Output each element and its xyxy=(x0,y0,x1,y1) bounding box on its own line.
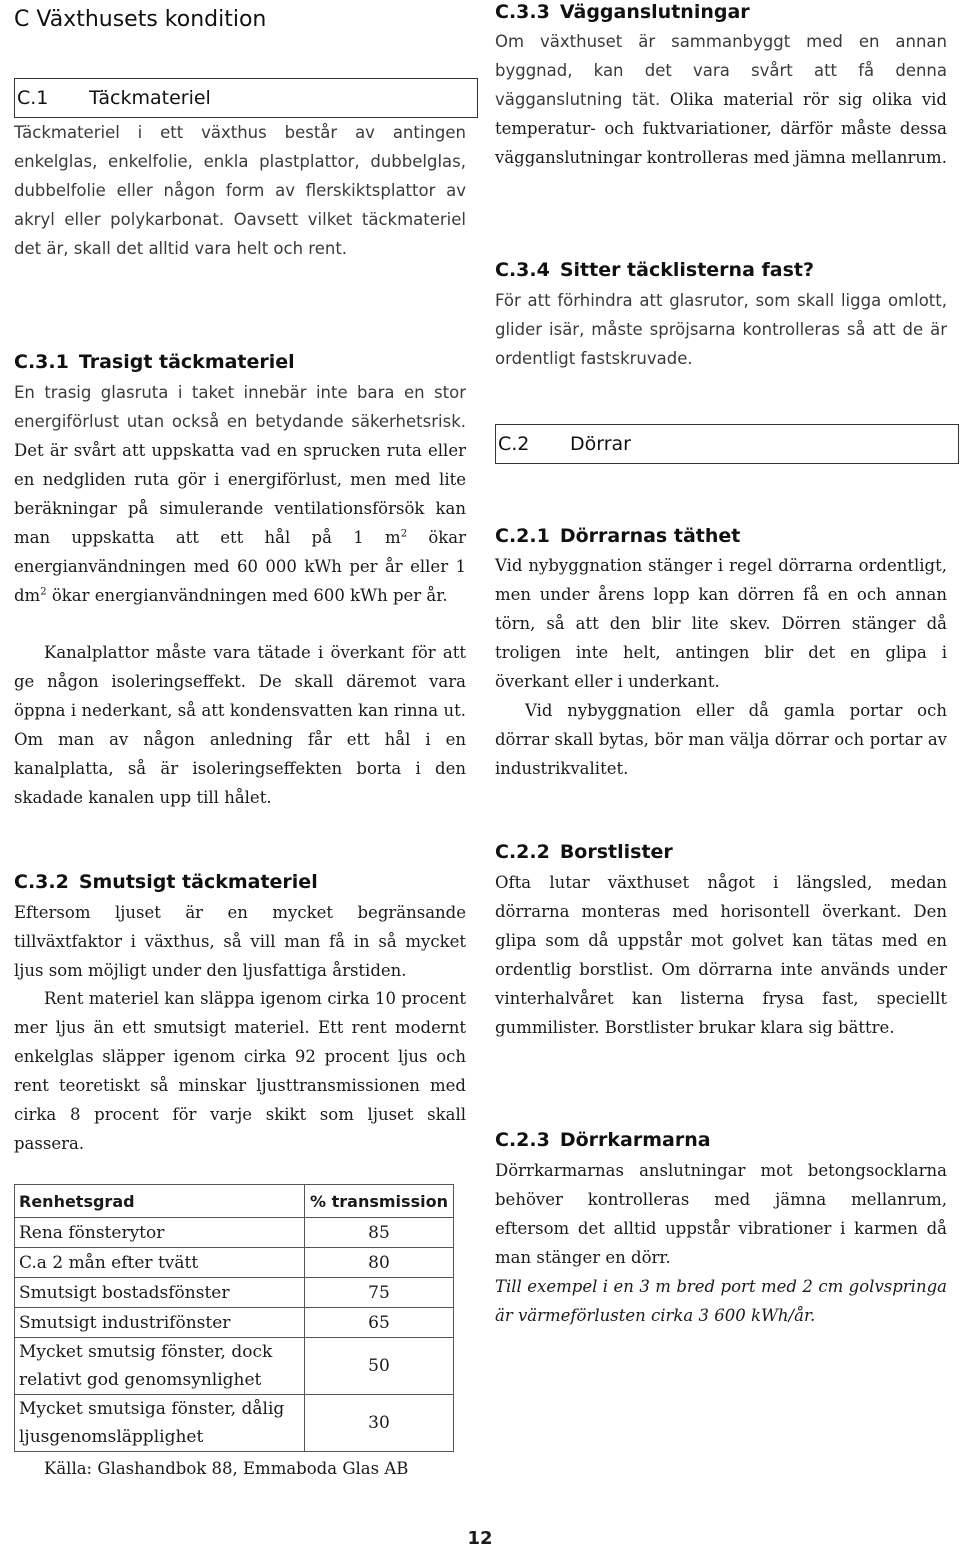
section-heading-c2 xyxy=(495,424,959,464)
section-title: Dörrar xyxy=(570,433,631,455)
section-title: Borstlister xyxy=(559,841,673,863)
section-number: C.3.1 xyxy=(14,351,69,373)
section-title: Täckmateriel xyxy=(89,87,211,109)
table-cell: 75 xyxy=(305,1278,454,1308)
section-number: C.3.3 xyxy=(495,1,550,23)
c31-body xyxy=(14,378,466,610)
c34-body: För att förhindra att glasrutor, som skall ligga omlott, glider isär, måste spröjsarna kontrolleras så att de är ordentligt fastskruvade. xyxy=(495,291,947,368)
transmission-table xyxy=(14,1184,454,1452)
table-row xyxy=(15,1248,454,1278)
c31-body-c: ökar energianvändningen med 600 kWh per år. xyxy=(46,586,448,605)
section-title: Trasigt täckmateriel xyxy=(78,351,295,373)
section-heading-c22 xyxy=(495,838,673,866)
table-row xyxy=(15,1308,454,1338)
section-number: C.3.2 xyxy=(14,871,69,893)
table-cell: 65 xyxy=(305,1308,454,1338)
superscript: 2 xyxy=(400,528,408,540)
c31-body-b: ökar energianvändningen med 60 000 kWh per år eller 1 dm xyxy=(14,528,467,605)
table-header-row xyxy=(15,1185,454,1218)
table-cell: Rena fönsterytor xyxy=(15,1218,305,1248)
section-heading-c32 xyxy=(14,868,318,896)
c22-body: Ofta lutar växthuset något i längsled, medan dörrarna monteras med horisontell överkant. Den glipa som då uppstår mot golvet kan tätas med en ordentlig borstlist. Om dörrarna inte används under vinterhalvåret kan listerna frysa fast, speciellt gummilister. Borstlister brukar klara sig bättre. xyxy=(495,873,947,1037)
section-title: Dörrarnas täthet xyxy=(559,525,741,547)
superscript: 2 xyxy=(40,586,47,598)
c21-body1: Vid nybyggnation stänger i regel dörrarna ordentligt, men under årens lopp kan dörren få en och annan törn, så att den blir lite skev. Dörren stänger då troligen inte helt, antingen blir det en glipa i överkant eller i underkant. xyxy=(495,556,947,691)
table-row xyxy=(15,1278,454,1308)
c33-body xyxy=(495,27,947,172)
table-source: Källa: Glashandbok 88, Emmaboda Glas AB xyxy=(44,1459,409,1478)
section-heading-c23 xyxy=(495,1126,711,1154)
section-heading-c1 xyxy=(14,78,478,118)
c33-body-text: Olika material rör sig olika vid temperatur- och fuktvariationer, därför måste dessa vägganslutningar kontrolleras med jämna mellanrum. xyxy=(495,90,947,167)
c21-body2: Vid nybyggnation eller då gamla portar och dörrar skall bytas, bör man välja dörrar och portar av industrikvalitet. xyxy=(495,701,947,778)
section-heading-c33 xyxy=(495,0,750,26)
c23-example: Till exempel i en 3 m bred port med 2 cm golvspringa är värmeförlusten cirka 3 600 kWh/år. xyxy=(495,1277,947,1325)
table-cell: 50 xyxy=(305,1338,454,1395)
page-number: 12 xyxy=(467,1528,493,1549)
section-number: C.2.1 xyxy=(495,525,550,547)
section-title: Vägganslutningar xyxy=(559,1,750,23)
table-row xyxy=(15,1395,454,1452)
table-row xyxy=(15,1218,454,1248)
c32-body2: Rent materiel kan släppa igenom cirka 10 procent mer ljus än ett smutsigt materiel. Ett rent modernt enkelglas släpper igenom cirka 92 procent ljus och rent teoretiskt så minskar ljusttransmissionen med cirka 8 procent för varje skikt som ljuset skall passera. xyxy=(14,989,466,1153)
table-cell: C.a 2 mån efter tvätt xyxy=(15,1248,305,1278)
c31-intro: En trasig glasruta i taket innebär inte bara en stor energiförlust utan också en betydande säkerhetsrisk. xyxy=(14,383,466,431)
table-cell: 80 xyxy=(305,1248,454,1278)
c32-body1: Eftersom ljuset är en mycket begränsande tillväxtfaktor i växthus, så vill man få in så mycket ljus som möjligt under den ljusfattiga årstiden. xyxy=(14,903,466,980)
section-title: Smutsigt täckmateriel xyxy=(78,871,318,893)
column-header: % transmission xyxy=(305,1185,454,1218)
table-cell: Smutsigt industrifönster xyxy=(15,1308,305,1338)
section-number: C.2.3 xyxy=(495,1129,550,1151)
section-title: Dörrkarmarna xyxy=(559,1129,711,1151)
table-row xyxy=(15,1338,454,1395)
table-cell: 85 xyxy=(305,1218,454,1248)
c23-body: Dörrkarmarnas anslutningar mot betongsocklarna behöver kontrolleras med jämna mellanrum, eftersom det alltid uppstår vibrationer i karmen då man stänger en dörr. xyxy=(495,1161,947,1267)
section-heading-c21 xyxy=(495,522,740,550)
section-number: C.2.2 xyxy=(495,841,550,863)
c33-intro: Om växthuset är sammanbyggt med en annan byggnad, kan det vara svårt att få denna vägganslutning tät. xyxy=(495,32,947,109)
section-title: Sitter täcklisterna fast? xyxy=(559,259,814,281)
section-heading-c34 xyxy=(495,256,814,284)
table-cell: Mycket smutsig fönster, dock relativt god genomsynlighet xyxy=(15,1338,305,1395)
table-cell: 30 xyxy=(305,1395,454,1452)
c31-body2: Kanalplattor måste vara tätade i överkant för att ge någon isoleringseffekt. De skall däremot vara öppna i nederkant, så att kondensvatten kan rinna ut. Om man av någon anledning får ett hål i en kanalplatta, så är isoleringseffekten borta i den skadade kanalen upp till hålet. xyxy=(14,643,466,807)
section-number: C.1 xyxy=(17,87,49,109)
table-cell: Mycket smutsiga fönster, dålig ljusgenomsläpplighet xyxy=(15,1395,305,1452)
column-header: Renhetsgrad xyxy=(15,1185,305,1218)
table-cell: Smutsigt bostadsfönster xyxy=(15,1278,305,1308)
section-heading-c31 xyxy=(14,348,295,376)
section-number: C.3.4 xyxy=(495,259,550,281)
c31-body-a: Det är svårt att uppskatta vad en sprucken ruta eller en nedgliden ruta gör i energiförlust, men med lite beräkningar på simulerande ventilationsförsök kan man uppskatta att ett hål på 1 m xyxy=(14,441,466,547)
section-number: C.2 xyxy=(498,433,530,455)
page-title: C Växthusets kondition xyxy=(14,7,267,32)
c1-body: Täckmateriel i ett växthus består av antingen enkelglas, enkelfolie, enkla plastplattor, dubbelglas, dubbelfolie eller någon form av flerskiktsplattor av akryl eller polykarbonat. Oavsett vilket täckmateriel det är, skall det alltid vara helt och rent. xyxy=(14,123,466,258)
